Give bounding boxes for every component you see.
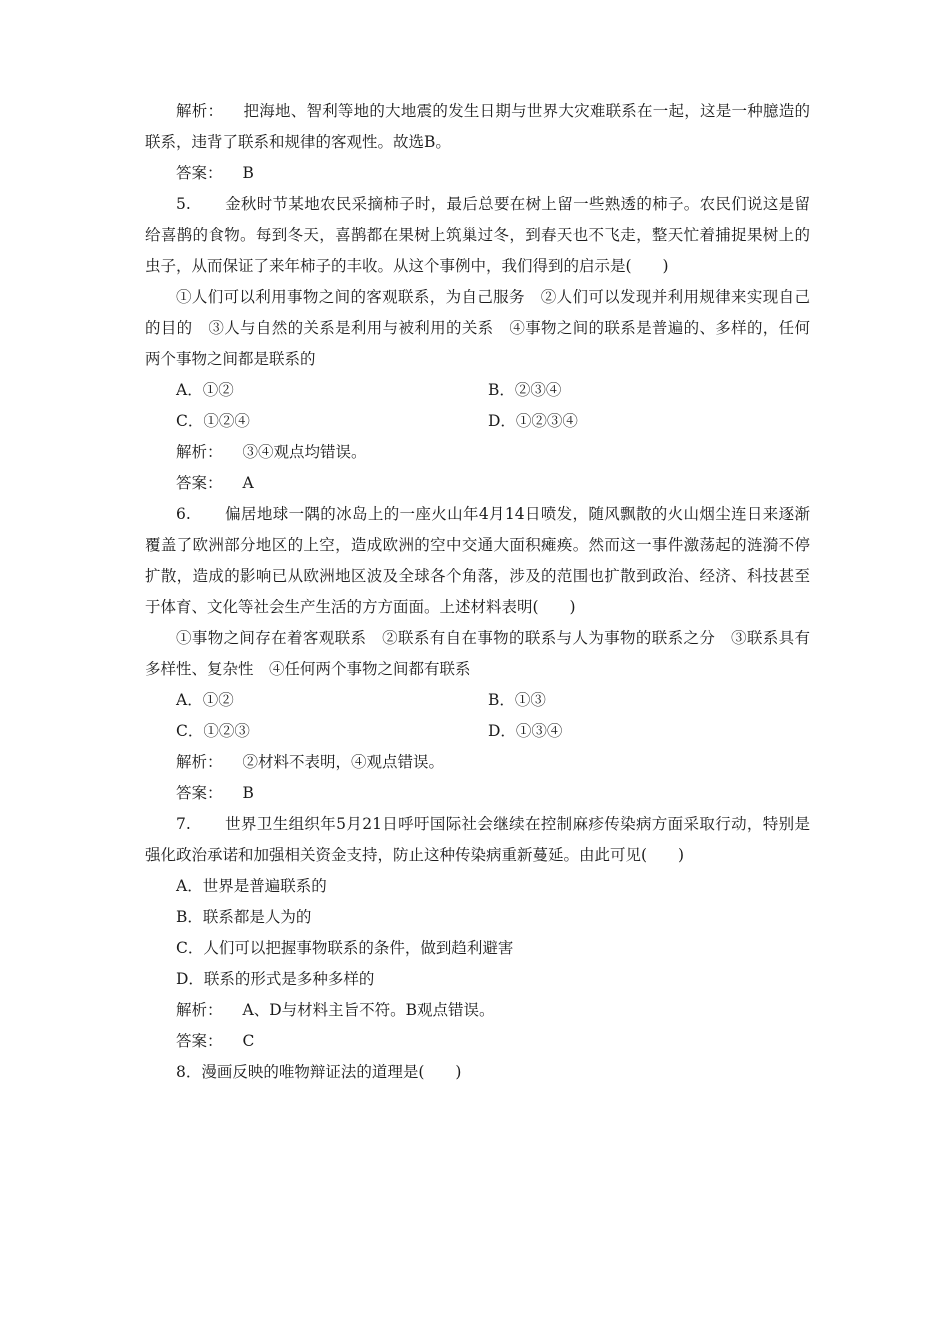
q6-option-d: D．①③④	[488, 722, 563, 740]
q4-answer-value: B	[242, 164, 254, 182]
q5-options-row-2	[145, 406, 810, 437]
q5-number: 5.	[176, 195, 191, 213]
q6-analysis	[145, 747, 810, 778]
document-page	[145, 96, 810, 1088]
q5-stem	[145, 189, 810, 282]
q5-analysis-text: ③④观点均错误。	[242, 443, 367, 461]
q6-option-b: B．①③	[488, 691, 546, 709]
q4-answer	[145, 158, 810, 189]
q7-stem-text: 世界卫生组织年5月21日呼吁国际社会继续在控制麻疹传染病方面采取行动，特别是强化政治承诺和加强相关资金支持，防止这种传染病重新蔓延。由此可见( )	[145, 815, 810, 864]
q7-answer	[145, 1026, 810, 1057]
q7-answer-value: C	[242, 1032, 255, 1050]
q6-answer-label: 答案：	[176, 784, 223, 802]
q6-option-c: C．①②③	[176, 722, 250, 740]
q5-statements: ①人们可以利用事物之间的客观联系，为自己服务 ②人们可以发现并利用规律来实现自己的目的 ③人与自然的关系是利用与被利用的关系 ④事物之间的联系是普遍的、多样的，任何两个事物之间都是联系的	[145, 288, 810, 368]
q5-stem-text: 金秋时节某地农民采摘柿子时，最后总要在树上留一些熟透的柿子。农民们说这是留给喜鹊的食物。每到冬天，喜鹊都在果树上筑巢过冬，到春天也不飞走，整天忙着捕捉果树上的虫子，从而保证了来年柿子的丰收。从这个事例中，我们得到的启示是( )	[145, 195, 810, 275]
q7-answer-label: 答案：	[176, 1032, 223, 1050]
q7-option-c: C．人们可以把握事物联系的条件，做到趋利避害	[176, 939, 514, 957]
q6-answer	[145, 778, 810, 809]
q6-analysis-text: ②材料不表明，④观点错误。	[242, 753, 445, 771]
q4-analysis	[145, 96, 810, 158]
q7-analysis	[145, 995, 810, 1026]
q6-number: 6.	[176, 505, 191, 523]
q7-analysis-text: A、D与材料主旨不符。B观点错误。	[242, 1001, 495, 1019]
q5-analysis-label: 解析：	[176, 443, 223, 461]
q6-stem-text: 偏居地球一隅的冰岛上的一座火山年4月14日喷发，随风飘散的火山烟尘连日来逐渐覆盖了欧洲部分地区的上空，造成欧洲的空中交通大面积瘫痪。然而这一事件激荡起的涟漪不停扩散，造成的影响已从欧洲地区波及全球各个角落，涉及的范围也扩散到政治、经济、科技甚至于体育、文化等社会生产生活的方方面面。上述材料表明( )	[145, 505, 810, 616]
q6-stem	[145, 499, 810, 623]
q4-analysis-text: 把海地、智利等地的大地震的发生日期与世界大灾难联系在一起，这是一种臆造的联系，违背了联系和规律的客观性。故选B。	[145, 102, 810, 151]
q5-analysis	[145, 437, 810, 468]
q5-answer-label: 答案：	[176, 474, 223, 492]
q6-answer-value: B	[242, 784, 254, 802]
q5-option-d: D．①②③④	[488, 412, 578, 430]
q5-answer-value: A	[242, 474, 254, 492]
q6-options-row-2	[145, 716, 810, 747]
q6-statements: ①事物之间存在着客观联系 ②联系有自在事物的联系与人为事物的联系之分 ③联系具有多样性、复杂性 ④任何两个事物之间都有联系	[145, 629, 810, 678]
q5-option-c: C．①②④	[176, 412, 250, 430]
q6-analysis-label: 解析：	[176, 753, 223, 771]
q7-stem	[145, 809, 810, 871]
q5-answer	[145, 468, 810, 499]
q7-analysis-label: 解析：	[176, 1001, 223, 1019]
q7-option-d: D．联系的形式是多种多样的	[176, 970, 375, 988]
q6-options-row-1	[145, 685, 810, 716]
q4-analysis-label: 解析：	[176, 102, 224, 120]
q7-option-b: B．联系都是人为的	[176, 908, 312, 926]
q5-option-a: A．①②	[176, 381, 234, 399]
q5-options-row-1	[145, 375, 810, 406]
q7-number: 7.	[176, 815, 191, 833]
q6-option-a: A．①②	[176, 691, 234, 709]
q7-option-a: A．世界是普遍联系的	[176, 877, 327, 895]
q4-answer-label: 答案：	[176, 164, 223, 182]
q5-option-b: B．②③④	[488, 381, 562, 399]
q8-stem: 8．漫画反映的唯物辩证法的道理是( )	[176, 1063, 462, 1081]
